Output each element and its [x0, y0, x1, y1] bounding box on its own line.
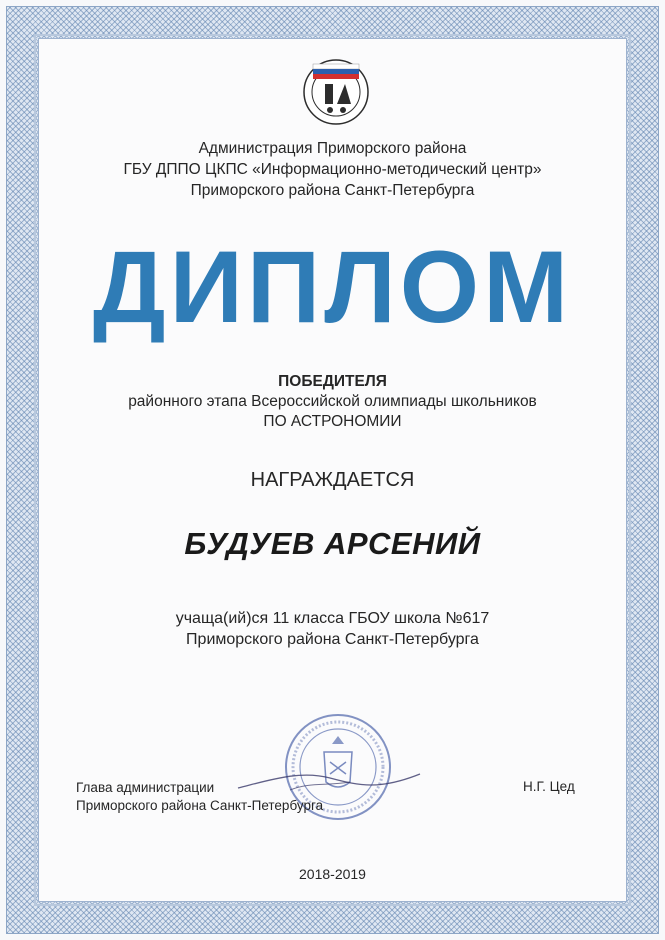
signatory-position	[76, 779, 323, 815]
signatory-position-line-1: Глава администрации	[76, 780, 215, 795]
issuer-block	[0, 138, 665, 201]
recipient-name: БУДУЕВ АРСЕНИЙ	[184, 526, 481, 561]
issuer-line-1: Администрация Приморского района	[198, 140, 467, 157]
award-line-3: ПО АСТРОНОМИИ	[263, 413, 402, 430]
student-line-1: учаща(ий)ся 11 класса ГБОУ школа №617	[175, 610, 490, 627]
student-info	[0, 608, 665, 650]
awarded-label: НАГРАЖДАЕТСЯ	[250, 469, 415, 491]
signatory-position-line-2: Приморского района Санкт-Петербурга	[76, 798, 324, 813]
signatory-name: Н.Г. Цед	[523, 779, 575, 794]
olympiad-emblem-icon	[299, 54, 373, 128]
issuer-line-2: ГБУ ДППО ЦКПС «Информационно-методический центр»	[123, 161, 542, 178]
diploma-title: ДИПЛОМ	[92, 230, 573, 344]
award-line-2: районного этапа Всероссийской олимпиады школьников	[128, 393, 537, 410]
award-line-1: ПОБЕДИТЕЛЯ	[278, 373, 387, 390]
student-line-2: Приморского района Санкт-Петербурга	[186, 631, 479, 648]
academic-year: 2018-2019	[299, 866, 366, 882]
award-block	[0, 372, 665, 432]
issuer-line-3: Приморского района Санкт-Петербурга	[190, 182, 475, 199]
